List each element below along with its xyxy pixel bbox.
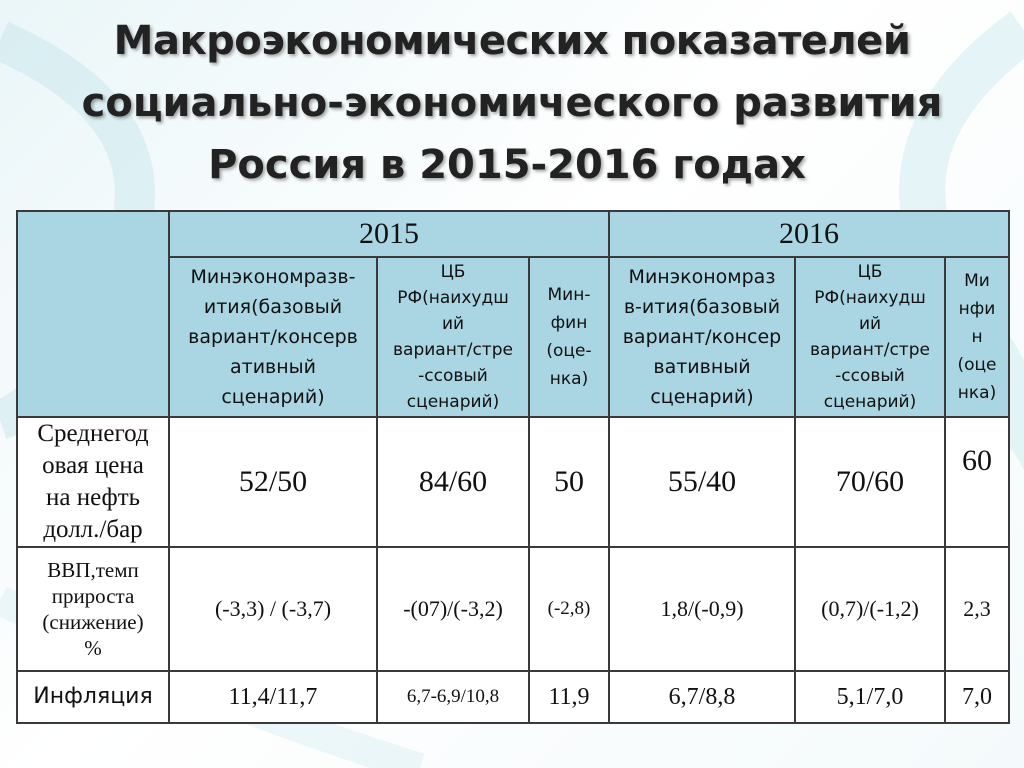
slide-title-line-2: социально-экономического развития: [81, 80, 943, 126]
header-corner-cell: [17, 211, 169, 417]
cell-infl-2016-cb: 5,1/7,0: [795, 671, 945, 723]
cell-infl-2016-minekonom: 6,7/8,8: [609, 671, 795, 723]
table-row-gdp: [17, 547, 1009, 671]
cell-gdp-2016-minfin: 2,3: [945, 547, 1009, 671]
slide-title-line-1: Макроэкономических показателей: [113, 18, 911, 64]
source-header-2016-cb: ЦБ РФ(наихудш ий вариант/стре -ссовый сценарий): [795, 257, 945, 417]
source-header-2016-minekonom: Минэкономраз в-ития(базовый вариант/консер вативный сценарий): [609, 257, 795, 417]
cell-oil-2015-minfin: 50: [529, 417, 609, 547]
cell-oil-2015-cb: 84/60: [377, 417, 529, 547]
cell-gdp-2015-minfin: (-2,8): [529, 547, 609, 671]
row-label-gdp: ВВП,темп прироста (снижение) %: [17, 547, 169, 671]
table-row-inflation: [17, 671, 1009, 723]
source-header-2015-cb: ЦБ РФ(наихудш ий вариант/стре -ссовый сценарий): [377, 257, 529, 417]
cell-oil-2016-minfin: 60: [945, 417, 1009, 547]
year-header-2015: 2015: [169, 211, 609, 257]
cell-oil-2016-cb: 70/60: [795, 417, 945, 547]
cell-gdp-2016-cb: (0,7)/(-1,2): [795, 547, 945, 671]
source-header-2016-minfin: Ми нфи н (оце нка): [945, 257, 1009, 417]
cell-gdp-2016-minekonom: 1,8/(-0,9): [609, 547, 795, 671]
row-label-inflation: Инфляция: [17, 671, 169, 723]
slide-title-line-3: Россия в 2015-2016 годах: [208, 142, 806, 188]
year-header-2016: 2016: [609, 211, 1009, 257]
cell-gdp-2015-cb: -(07)/(-3,2): [377, 547, 529, 671]
row-label-oil-price: Среднегод овая цена на нефть долл./бар: [17, 417, 169, 547]
cell-infl-2015-minekonom: 11,4/11,7: [169, 671, 377, 723]
slide-title: [0, 10, 1024, 196]
cell-infl-2016-minfin: 7,0: [945, 671, 1009, 723]
source-header-2015-minekonom: Минэкономразв- ития(базовый вариант/консерв ативный сценарий): [169, 257, 377, 417]
cell-oil-2016-minekonom: 55/40: [609, 417, 795, 547]
cell-gdp-2015-minekonom: (-3,3) / (-3,7): [169, 547, 377, 671]
cell-infl-2015-cb: 6,7-6,9/10,8: [377, 671, 529, 723]
cell-oil-2015-minekonom: 52/50: [169, 417, 377, 547]
cell-infl-2015-minfin: 11,9: [529, 671, 609, 723]
header-row-years: [17, 211, 1009, 257]
macro-indicators-table: [16, 210, 1010, 724]
source-header-2015-minfin: Мин- фин (оце- нка): [529, 257, 609, 417]
table-row-oil-price: [17, 417, 1009, 547]
